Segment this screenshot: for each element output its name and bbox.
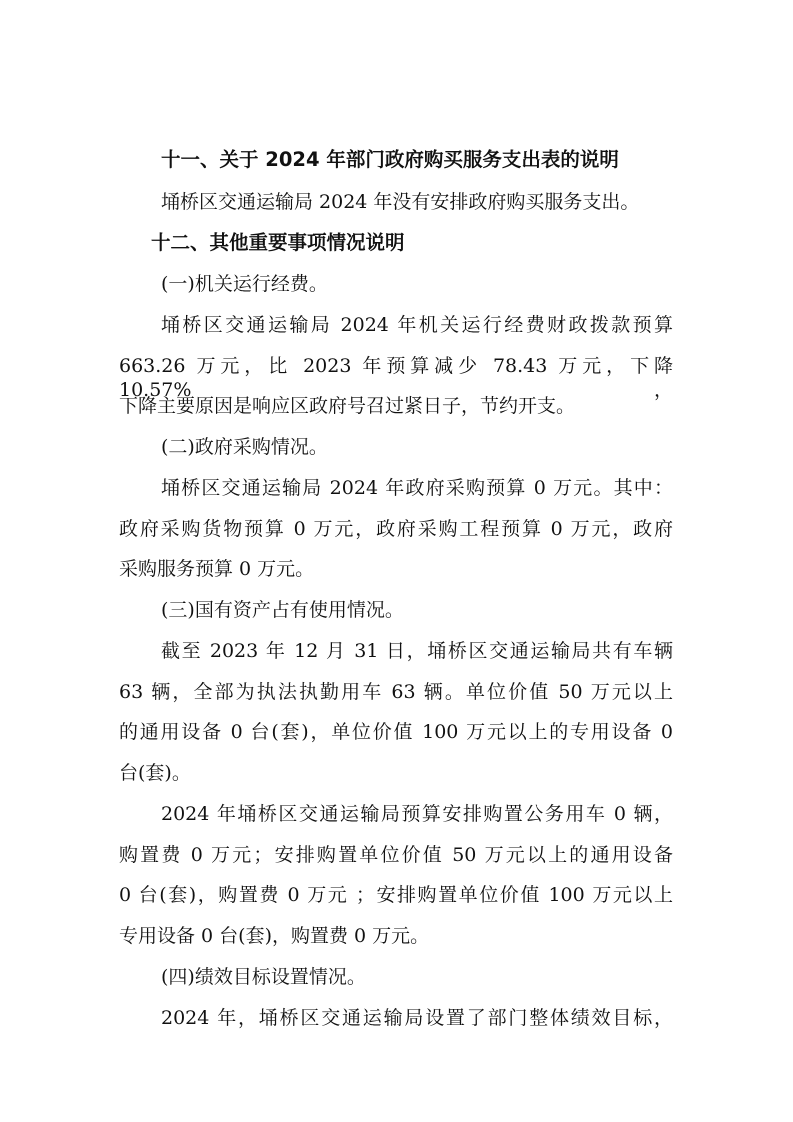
subsection-4-title: (四)绩效目标设置情况。 bbox=[161, 966, 366, 988]
subsection-1-title: (一)机关运行经费。 bbox=[161, 273, 328, 295]
subsection-3-para2-line-4: 专用设备 0 台(套)，购置费 0 万元。 bbox=[119, 925, 430, 947]
subsection-4-line-1: 2024 年，埇桥区交通运输局设置了部门整体绩效目标， bbox=[161, 1007, 673, 1029]
subsection-2-title: (二)政府采购情况。 bbox=[161, 436, 328, 458]
subsection-3-title: (三)国有资产占有使用情况。 bbox=[161, 599, 404, 621]
subsection-2-line-2: 政府采购货物预算 0 万元，政府采购工程预算 0 万元，政府 bbox=[119, 518, 673, 540]
subsection-1-line-2: 663.26 万元，比 2023 年预算减少 78.43 万元，下降 10.57%， bbox=[119, 355, 673, 401]
section-11-text: 埇桥区交通运输局 2024 年没有安排政府购买服务支出。 bbox=[161, 191, 640, 213]
subsection-3-para1-line-4: 台(套)。 bbox=[119, 762, 191, 784]
section-12-heading: 十二、其他重要事项情况说明 bbox=[151, 231, 405, 254]
section-11-heading: 十一、关于 2024 年部门政府购买服务支出表的说明 bbox=[161, 148, 619, 171]
subsection-3-para2-line-2: 购置费 0 万元；安排购置单位价值 50 万元以上的通用设备 bbox=[119, 844, 673, 866]
subsection-1-line-1: 埇桥区交通运输局 2024 年机关运行经费财政拨款预算 bbox=[161, 314, 673, 336]
subsection-2-line-1: 埇桥区交通运输局 2024 年政府采购预算 0 万元。其中： bbox=[161, 477, 673, 499]
subsection-2-line-3: 采购服务预算 0 万元。 bbox=[119, 558, 315, 580]
subsection-3-para1-line-2: 63 辆，全部为执法执勤用车 63 辆。单位价值 50 万元以上 bbox=[119, 681, 673, 703]
subsection-3-para2-line-1: 2024 年埇桥区交通运输局预算安排购置公务用车 0 辆， bbox=[161, 803, 673, 825]
subsection-3-para1-line-1: 截至 2023 年 12 月 31 日，埇桥区交通运输局共有车辆 bbox=[161, 640, 673, 662]
subsection-3-para2-line-3: 0 台(套)，购置费 0 万元 ；安排购置单位价值 100 万元以上 bbox=[119, 884, 673, 906]
subsection-3-para1-line-3: 的通用设备 0 台(套)，单位价值 100 万元以上的专用设备 0 bbox=[119, 721, 673, 743]
subsection-1-line-3: 下降主要原因是响应区政府号召过紧日子，节约开支。 bbox=[119, 395, 576, 417]
